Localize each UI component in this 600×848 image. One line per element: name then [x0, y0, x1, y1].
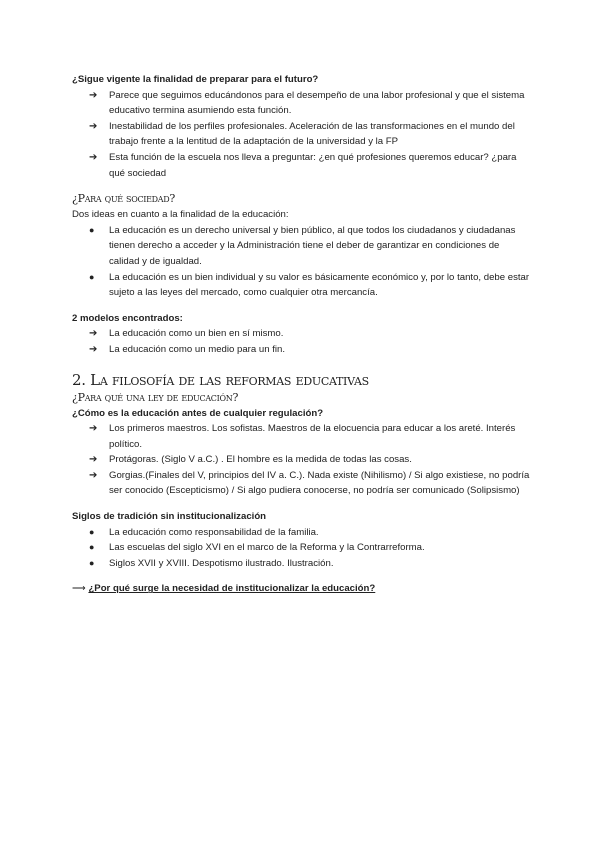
arrow-list-item: ➔ Inestabilidad de los perfiles profesionales. Aceleración de las transformaciones en el mundo del trabajo frente a la lentitud de la adaptación de la universidad y la FP	[89, 120, 515, 148]
bullet-list-item: ● Siglos XVII y XVIII. Despotismo ilustrado. Ilustración.	[72, 556, 532, 572]
arrow-list-item: ➔ Esta función de la escuela nos lleva a preguntar: ¿en qué profesiones queremos educar? ¿para qué sociedad	[89, 151, 517, 179]
section-heading-tradition: Siglos de tradición sin institucionalización	[72, 511, 267, 523]
bullet-icon: ●	[89, 271, 95, 282]
final-question-text: ¿Por qué surge la necesidad de institucionalizar la educación?	[88, 583, 376, 595]
chapter-title: 2. La filosofía de las reformas educativas	[72, 370, 369, 389]
arrow-icon: ➔	[89, 89, 98, 101]
arrow-icon: ➔	[89, 120, 98, 132]
bullet-icon: ●	[89, 542, 95, 553]
arrow-list-item: ➔ La educación como un bien en sí mismo.	[72, 326, 532, 342]
arrow-icon: ➔	[89, 343, 98, 355]
arrow-list-item: ➔ Gorgias.(Finales del V, principios del IV a. C.). Nada existe (Nihilismo) / Si algo existiese, no podría ser conocido (Escepticismo) / Si algo pudiera conocerse, no podría ser comunicado (Solipsismo)	[89, 469, 530, 497]
bullet-list-item: ● La educación es un derecho universal y bien público, al que todos los ciudadanos y ciudadanas tienen derecho a acceder y la Administración tiene el deber de garantizar en condiciones de calidad y de igualdad.	[89, 224, 516, 267]
final-question	[72, 581, 532, 597]
bullet-icon: ●	[89, 557, 95, 568]
arrow-icon: ➔	[89, 151, 98, 163]
handwritten-title-law: ¿Para qué una ley de educación?	[72, 390, 239, 404]
section-intro: Dos ideas en cuanto a la finalidad de la educación:	[72, 209, 289, 221]
arrow-icon: ➔	[89, 469, 98, 481]
section-heading-future: ¿Sigue vigente la finalidad de preparar para el futuro?	[72, 74, 319, 85]
document-page	[72, 72, 532, 597]
bullet-list-item: ● Las escuelas del siglo XVI en el marco de la Reforma y la Contrarreforma.	[72, 540, 532, 556]
arrow-icon: ➔	[89, 423, 98, 435]
arrow-list-item: ➔ Los primeros maestros. Los sofistas. Maestros de la elocuencia para educar a los areté. Interés político.	[89, 423, 516, 450]
arrow-list-item: ➔ Protágoras. (Siglo V a.C.) . El hombre es la medida de todas las cosas.	[72, 452, 532, 468]
long-arrow-icon: ⟶	[72, 583, 86, 595]
bullet-list-item: ● La educación como responsabilidad de la familia.	[72, 525, 532, 541]
arrow-list-item: ➔ La educación como un medio para un fin.	[72, 342, 532, 358]
section-heading-models: 2 modelos encontrados:	[72, 312, 183, 324]
arrow-list-item: ➔ Parece que seguimos educándonos para el desempeño de una labor profesional y que el sistema educativo termina asumiendo esta función.	[89, 89, 525, 117]
bullet-list-item: ● La educación es un bien individual y su valor es básicamente económico y, por lo tanto, debe estar sujeto a las leyes del mercado, como cualquier otra mercancía.	[89, 271, 530, 299]
arrow-icon: ➔	[89, 454, 98, 466]
section-heading-regulation: ¿Cómo es la educación antes de cualquier regulación?	[72, 407, 324, 419]
bullet-icon: ●	[89, 526, 95, 537]
bullet-icon: ●	[89, 224, 95, 235]
arrow-icon: ➔	[89, 328, 98, 340]
handwritten-title-society: ¿Para qué sociedad?	[72, 192, 175, 206]
